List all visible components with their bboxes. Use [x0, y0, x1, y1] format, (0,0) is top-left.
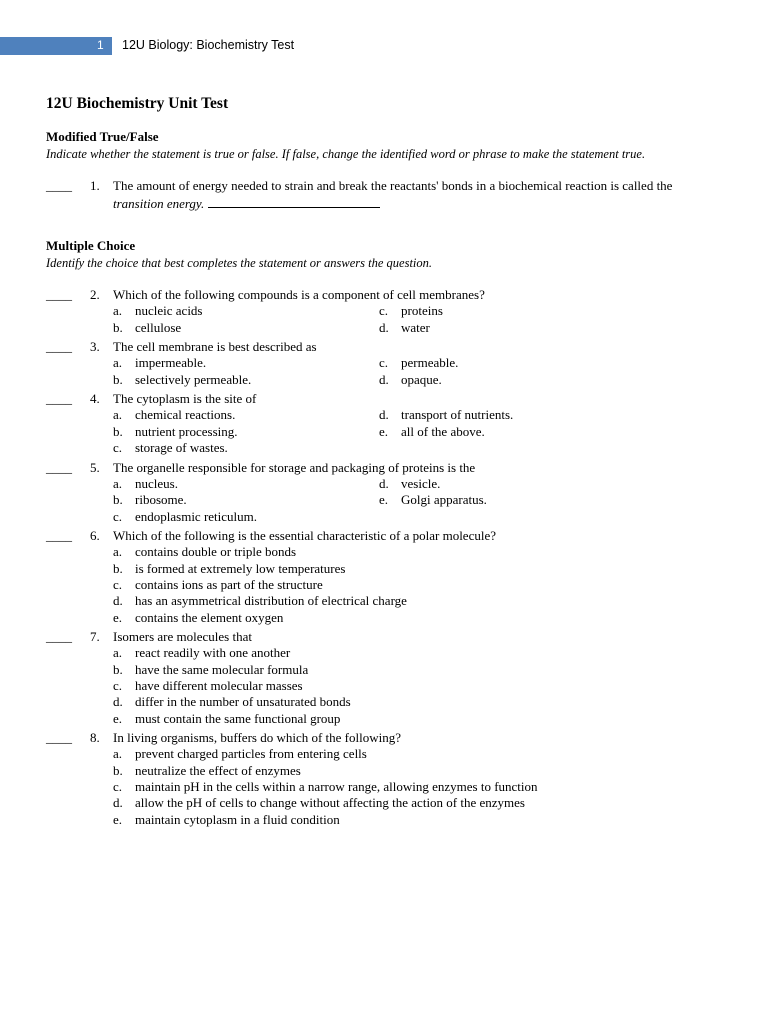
option-label-q8-e: e. [113, 812, 123, 827]
option-text-q5-b: ribosome. [135, 492, 187, 507]
option-label-q3-d: d. [379, 372, 389, 387]
option-label-q6-e: e. [113, 610, 123, 625]
option-text-q4-e: all of the above. [401, 424, 485, 439]
question-number-q8: 8. [90, 730, 100, 745]
option-label-q8-d: d. [113, 795, 123, 810]
question-continuation-q1 [113, 195, 380, 212]
question-text-q5: The organelle responsible for storage and packaging of proteins is the [113, 460, 476, 475]
answer-blank-q1[interactable]: ____ [46, 178, 72, 193]
option-label-q2-c: c. [379, 303, 389, 318]
question-text-q1: The amount of energy needed to strain and break the reactants' bonds in a biochemical reaction is called the [113, 178, 673, 193]
option-text-q7-c: have different molecular masses [135, 678, 303, 693]
option-label-q4-c: c. [113, 440, 123, 455]
option-label-q3-b: b. [113, 372, 123, 387]
option-text-q5-e: Golgi apparatus. [401, 492, 487, 507]
option-text-q4-b: nutrient processing. [135, 424, 238, 439]
option-label-q2-d: d. [379, 320, 389, 335]
option-text-q7-b: have the same molecular formula [135, 662, 309, 677]
option-text-q2-d: water [401, 320, 430, 335]
option-label-q5-a: a. [113, 476, 123, 491]
option-text-q2-c: proteins [401, 303, 443, 318]
option-text-q6-a: contains double or triple bonds [135, 544, 297, 559]
identified-phrase-q1: transition energy. [113, 196, 205, 211]
option-label-q6-c: c. [113, 577, 123, 592]
question-number-q7: 7. [90, 629, 100, 644]
question-text-q6: Which of the following is the essential characteristic of a polar molecule? [113, 528, 496, 543]
option-text-q8-d: allow the pH of cells to change without affecting the action of the enzymes [135, 795, 525, 810]
question-text-q2: Which of the following compounds is a component of cell membranes? [113, 287, 485, 302]
option-label-q4-e: e. [379, 424, 389, 439]
answer-blank-q2[interactable]: ____ [46, 287, 72, 302]
option-text-q3-a: impermeable. [135, 355, 207, 370]
page-number: 1 [97, 38, 104, 52]
section-title-multiple-choice: Multiple Choice [46, 238, 136, 253]
option-label-q4-a: a. [113, 407, 123, 422]
option-label-q2-b: b. [113, 320, 123, 335]
option-text-q8-b: neutralize the effect of enzymes [135, 763, 301, 778]
option-text-q6-c: contains ions as part of the structure [135, 577, 323, 592]
option-text-q8-e: maintain cytoplasm in a fluid condition [135, 812, 340, 827]
option-text-q3-b: selectively permeable. [135, 372, 252, 387]
option-text-q4-a: chemical reactions. [135, 407, 236, 422]
option-label-q6-d: d. [113, 593, 123, 608]
option-label-q5-c: c. [113, 509, 123, 524]
option-text-q2-b: cellulose [135, 320, 182, 335]
option-label-q6-a: a. [113, 544, 123, 559]
question-number-q4: 4. [90, 391, 100, 406]
question-text-q3: The cell membrane is best described as [113, 339, 317, 354]
option-text-q8-c: maintain pH in the cells within a narrow range, allowing enzymes to function [135, 779, 538, 794]
header-bar [0, 37, 112, 55]
option-label-q7-a: a. [113, 645, 123, 660]
option-label-q3-a: a. [113, 355, 123, 370]
option-text-q5-a: nucleus. [135, 476, 178, 491]
option-text-q3-d: opaque. [401, 372, 442, 387]
option-text-q5-c: endoplasmic reticulum. [135, 509, 258, 524]
option-text-q3-c: permeable. [401, 355, 459, 370]
option-label-q4-b: b. [113, 424, 123, 439]
option-text-q8-a: prevent charged particles from entering cells [135, 746, 367, 761]
option-text-q4-d: transport of nutrients. [401, 407, 514, 422]
header-title: 12U Biology: Biochemistry Test [122, 38, 295, 52]
section-instructions-true-false: Indicate whether the statement is true or false. If false, change the identified word or phrase to make the statement true. [46, 147, 646, 161]
answer-blank-q7[interactable]: ____ [46, 629, 72, 644]
answer-blank-q4[interactable]: ____ [46, 391, 72, 406]
option-label-q7-e: e. [113, 711, 123, 726]
option-text-q7-d: differ in the number of unsaturated bonds [135, 694, 351, 709]
option-label-q5-e: e. [379, 492, 389, 507]
question-number-q2: 2. [90, 287, 100, 302]
question-text-q4: The cytoplasm is the site of [113, 391, 257, 406]
option-label-q2-a: a. [113, 303, 123, 318]
option-text-q7-a: react readily with one another [135, 645, 291, 660]
option-label-q8-b: b. [113, 763, 123, 778]
answer-blank-q8[interactable]: ____ [46, 730, 72, 745]
option-label-q5-d: d. [379, 476, 389, 491]
answer-blank-q6[interactable]: ____ [46, 528, 72, 543]
answer-blank-q3[interactable]: ____ [46, 339, 72, 354]
option-text-q2-a: nucleic acids [135, 303, 203, 318]
option-text-q5-d: vesicle. [401, 476, 441, 491]
section-title-true-false: Modified True/False [46, 129, 159, 144]
option-text-q7-e: must contain the same functional group [135, 711, 341, 726]
option-label-q8-c: c. [113, 779, 123, 794]
option-text-q6-d: has an asymmetrical distribution of electrical charge [135, 593, 407, 608]
option-label-q8-a: a. [113, 746, 123, 761]
option-label-q6-b: b. [113, 561, 123, 576]
section-instructions-multiple-choice: Identify the choice that best completes the statement or answers the question. [46, 256, 433, 270]
option-label-q4-d: d. [379, 407, 389, 422]
option-text-q6-e: contains the element oxygen [135, 610, 284, 625]
option-label-q7-c: c. [113, 678, 123, 693]
question-text-q7: Isomers are molecules that [113, 629, 252, 644]
question-text-q8: In living organisms, buffers do which of the following? [113, 730, 402, 745]
correction-line-q1[interactable] [208, 195, 380, 208]
option-label-q7-d: d. [113, 694, 123, 709]
question-number-q5: 5. [90, 460, 100, 475]
option-text-q4-c: storage of wastes. [135, 440, 228, 455]
question-number-q1: 1. [90, 178, 100, 193]
option-label-q5-b: b. [113, 492, 123, 507]
question-number-q3: 3. [90, 339, 100, 354]
doc-title: 12U Biochemistry Unit Test [46, 95, 229, 112]
answer-blank-q5[interactable]: ____ [46, 460, 72, 475]
question-number-q6: 6. [90, 528, 100, 543]
option-label-q7-b: b. [113, 662, 123, 677]
option-label-q3-c: c. [379, 355, 389, 370]
option-text-q6-b: is formed at extremely low temperatures [135, 561, 346, 576]
